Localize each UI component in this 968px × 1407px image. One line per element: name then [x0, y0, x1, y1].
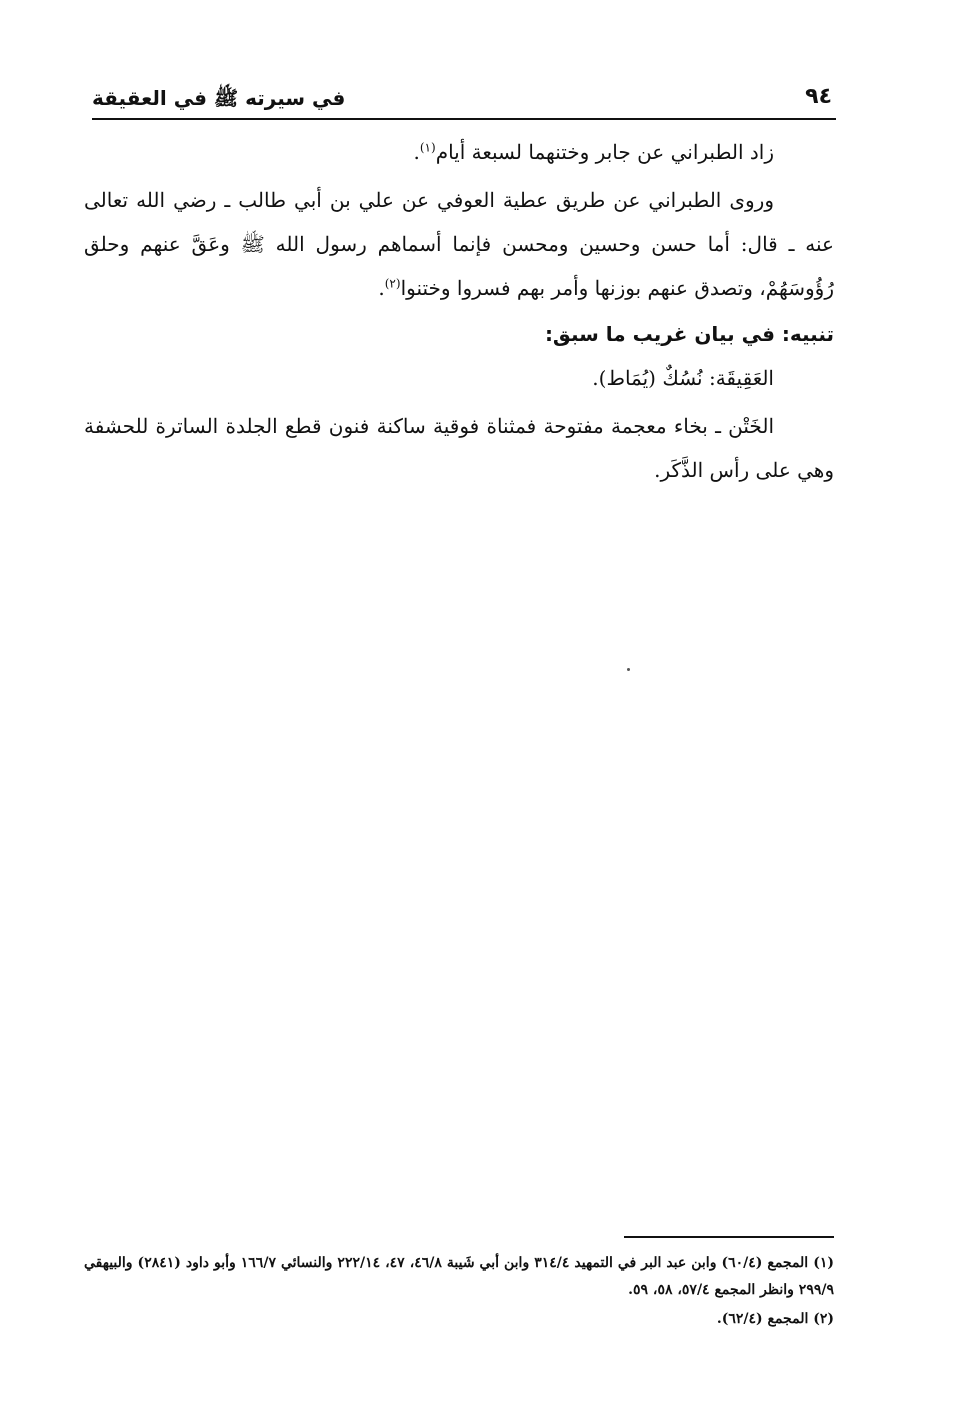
- footnote-ref-1[interactable]: (١): [419, 140, 436, 155]
- running-title: في سيرته ﷺ في العقيقة: [92, 86, 346, 110]
- footnote-1: (١) المجمع (٦٠/٤) وابن عبد البر في التمهيد ٣١٤/٤ وابن أبي شَيبة ٤٦/٨، ٤٧، ٢٢٢/١٤ والنسائي ١٦٦/٧ وأبو داود (٢٨٤١) والبيهقي ٢٩٩/٩ وانظر المجمع ٥٧/٤، ٥٨، ٥٩.: [84, 1255, 834, 1298]
- definition-khatn: الخَتْن ـ بخاء معجمة مفتوحة فمثناة فوقية ساكنة فنون قطع الجلدة الساترة للحشفة وهي على رأس الذَّكَر.: [84, 414, 834, 482]
- footnotes: [84, 1250, 834, 1335]
- footnote-2: (٢) المجمع (٦٢/٤).: [716, 1311, 834, 1327]
- paragraph-text: زاد الطبراني عن جابر وختنهما لسبعة أيام: [435, 140, 774, 164]
- scan-speck: [627, 668, 630, 671]
- footnote-rule: [624, 1236, 834, 1238]
- paragraph-tail: .: [413, 140, 420, 164]
- paragraph-tail: .: [378, 276, 385, 300]
- paragraph-tabarani-jabir: [84, 130, 834, 174]
- page-header: [92, 80, 836, 118]
- main-text: [84, 130, 834, 492]
- footnote-ref-2[interactable]: (٢): [384, 276, 401, 291]
- paragraph-tabarani-ali: [84, 178, 834, 310]
- paragraph-text: وروى الطبراني عن طريق عطية العوفي عن علي بن أبي طالب ـ رضي الله تعالى عنه ـ قال: أما حسن وحسين ومحسن فإنما أسماهم رسول الله ﷺ وعَقَّ عنهم وحلق رُؤُوسَهُمْ، وتصدق عنهم بوزنها وأمر بهم فسروا وختنوا: [84, 188, 834, 300]
- page-number: ٩٤: [805, 84, 832, 109]
- header-rule: [92, 118, 836, 120]
- section-heading: تنبيه: في بيان غريب ما سبق:: [544, 322, 834, 346]
- definition-aqiqa: العَقِيقَة: نُسُكٌ (يُمَاط).: [592, 366, 774, 390]
